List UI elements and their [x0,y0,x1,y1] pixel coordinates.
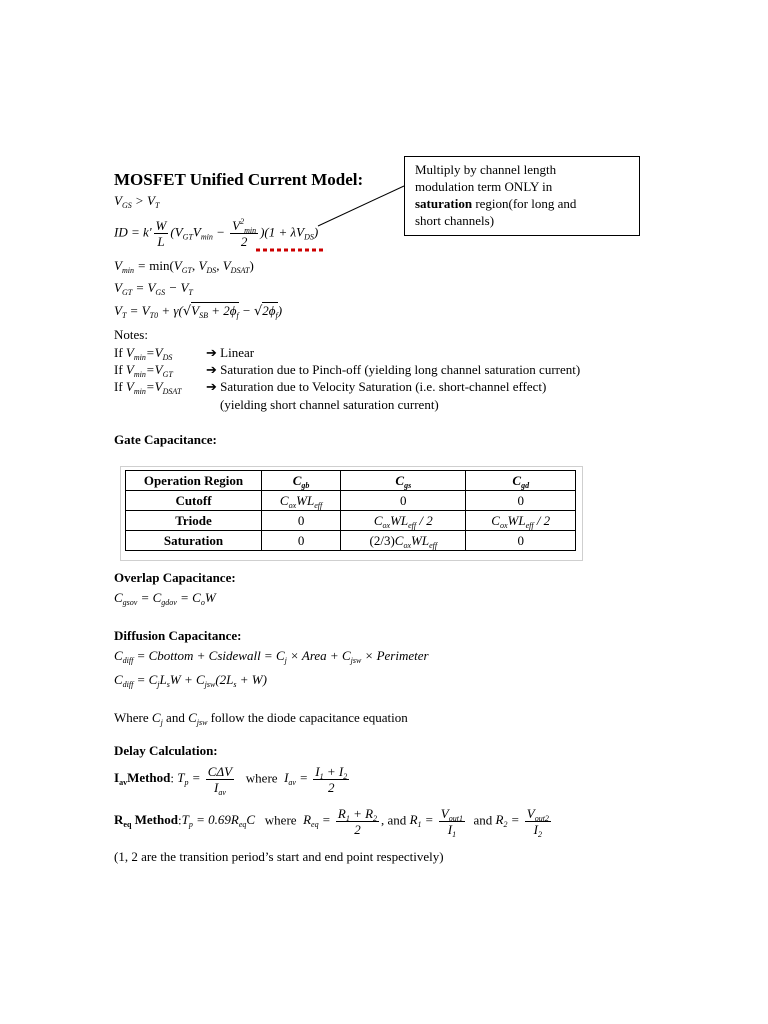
note-velsat-result: ➔ Saturation due to Velocity Saturation (i.e. short-channel effect) [206,379,547,394]
header-cgd: $C_{gd}$ [466,471,576,491]
id-equation: ID = k' $\frac{W}{L}$ ($V_{GT}V_{min}$ − $\frac{V^2_{min}}{2}$ )$(1 + \lambda V_{DS})$ [114,217,319,249]
header-region: Operation Region [126,471,262,491]
req-method: $R_{eq}$ $Method:T_p = 0.69R_{eq}C$ where $R_{eq}$ = $\frac{R_1 + R_2}{2}$ , and $R_1$ = $\frac{V_{out1}}{I_1}$ and $R_2$ = $\frac{V_{out2}}{I_2}$ [114,806,549,839]
header-cgb: $C_{gb}$ [262,471,341,491]
model-title: MOSFET Unified Current Model: [114,170,364,189]
note-pinchoff-result: ➔ Saturation due to Pinch-off (yielding long channel saturation current) [206,362,581,377]
table-header-row [126,471,576,491]
cell-region: Saturation [126,531,262,551]
diffusion-heading: Diffusion Capacitance: [114,628,242,643]
cell-cgb: 0 [262,531,341,551]
note-linear: If $V_{min}=V_{DS}$ [114,345,173,362]
table-row [126,491,576,511]
vgt-equation: $V_{GT} = V_{GS} - V_T$ [114,280,193,297]
note-pinchoff: If $V_{min}=V_{GT}$ [114,362,173,379]
cell-region: Triode [126,511,262,531]
overlap-heading: Overlap Capacitance: [114,570,236,585]
diffusion-note: Where $C_j$ and $C_{jsw}$ follow the diode capacitance equation [114,710,408,727]
gate-cap-table [125,470,576,551]
cell-cgs: $(2/3)C_{ox}WL_{eff}$ [341,531,466,551]
header-cgs: $C_{gs}$ [341,471,466,491]
cell-cgs: $C_{ox}WL_{eff} / 2$ [341,511,466,531]
cell-cgd: 0 [466,491,576,511]
vt-equation: $V_T = V_{T0} + \gamma(√V_{SB} + 2\phi_f - √2\phi_f)$ [114,303,283,320]
callout-line-2: modulation term ONLY in [415,179,553,194]
table-row [126,511,576,531]
notes-label: Notes: [114,327,148,342]
overlap-equation: $C_{gsov} = C_{gdov} = C_oW$ [114,590,216,607]
note-linear-result: ➔ Linear [206,345,255,360]
delay-heading: Delay Calculation: [114,743,218,758]
cell-cgd: $C_{ox}WL_{eff} / 2$ [466,511,576,531]
callout-line-4: short channels) [415,213,495,228]
note-velsat: If $V_{min}=V_{DSAT}$ [114,379,182,396]
cell-cgs: 0 [341,491,466,511]
vmin-equation: $V_{min} = \min(V_{GT}$, $V_{DS}$, $V_{DSAT}$) [114,258,254,275]
diffusion-equation-2: $C_{diff} = C_jL_sW + C_{jsw}(2L_s + W)$ [114,672,267,689]
cell-cgb: 0 [262,511,341,531]
iav-method: $I_{av}Method$: $T_p$ = $\frac{\text{CΔV}}{I_{av}}$ where $I_{av}$ = $\frac{I_1 + I_2}{2}$ [114,764,348,797]
gate-cap-heading: Gate Capacitance: [114,432,217,447]
callout-line-3: region(for long and [472,196,577,211]
cell-region: Cutoff [126,491,262,511]
callout-line-1: Multiply by channel length [415,162,557,177]
delay-footnote: (1, 2 are the transition period’s start and end point respectively) [114,849,444,864]
note-velsat-extra: (yielding short channel saturation current) [220,397,439,412]
condition-equation: $V_{GS} > V_T$ [114,193,160,210]
cell-cgb: $C_{ox}WL_{eff}$ [262,491,341,511]
callout-connector [0,0,768,300]
diffusion-equation-1: $C_{diff}$ = Cbottom + Csidewall = $C_j$ × Area + $C_{jsw}$ × Perimeter [114,648,429,665]
cell-cgd: 0 [466,531,576,551]
callout-bold-word: saturation [415,196,473,211]
table-row [126,531,576,551]
